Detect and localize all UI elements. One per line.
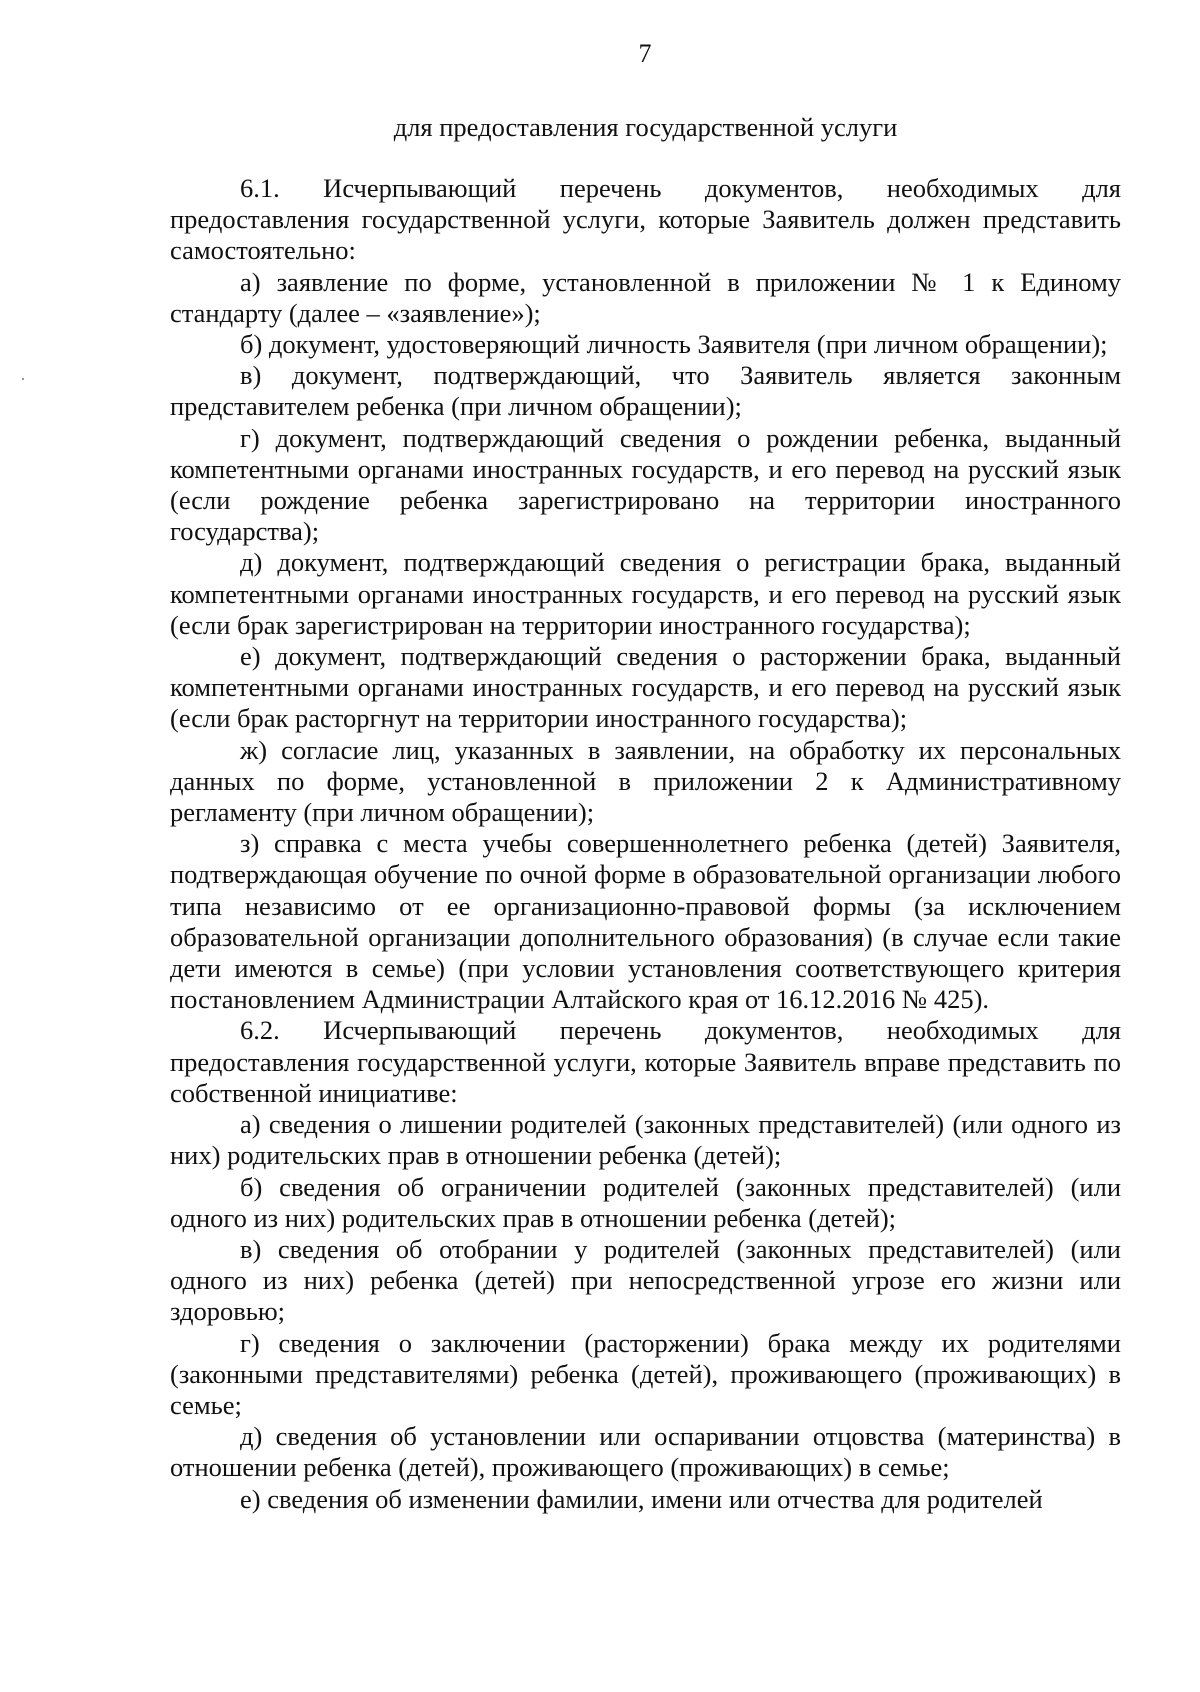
paragraph-6-2: 6.2. Исчерпывающий перечень документов, необходимых для предоставления государственной услуги, которые Заявитель вправе представить по собственной инициативе: [170, 1015, 1121, 1108]
list-item-6-1-g: г) документ, подтверждающий сведения о рождении ребенка, выданный компетентными органами иностранных государств, и его перевод на русский язык (если рождение ребенка зарегистрировано на территории иностранного государства); [170, 422, 1121, 547]
paragraph-6-1: 6.1. Исчерпывающий перечень документов, необходимых для предоставления государственной услуги, которые Заявитель должен представить самостоятельно: [170, 173, 1121, 266]
continued-heading-line: для предоставления государственной услуги [393, 112, 898, 142]
list-item-6-2-g: г) сведения о заключении (расторжении) брака между их родителями (законными представителями) ребенка (детей), проживающего (проживающих) в семье; [170, 1327, 1121, 1420]
document-body [170, 173, 1121, 1515]
list-item-6-2-v: в) сведения об отобрании у родителей (законных представителей) (или одного из них) ребенка (детей) при непосредственной угрозе его жизни или здоровью; [170, 1233, 1121, 1327]
list-item-6-1-b: б) документ, удостоверяющий личность Заявителя (при личном обращении); [240, 329, 1108, 360]
list-item-6-1-d: д) документ, подтверждающий сведения о регистрации брака, выданный компетентными органами иностранных государств, и его перевод на русский язык (если брак зарегистрирован на территории иностранного государства); [170, 547, 1121, 640]
list-item-6-1-a: а) заявление по форме, установленной в приложении № 1 к Единому стандарту (далее – «заявление»); [170, 266, 1121, 328]
list-item-6-1-zh: ж) согласие лиц, указанных в заявлении, на обработку их персональных данных по форме, установленной в приложении 2 к Административному регламенту (при личном обращении); [170, 734, 1121, 828]
page-number: 7 [638, 39, 652, 68]
list-item-6-1-e: е) документ, подтверждающий сведения о расторжении брака, выданный компетентными органами иностранных государств, и его перевод на русский язык (если брак расторгнут на территории иностранного государства); [170, 641, 1121, 734]
list-item-6-1-v: в) документ, подтверждающий, что Заявитель является законным представителем ребенка (при личном обращении); [170, 360, 1121, 422]
list-item-6-2-d: д) сведения об установлении или оспаривании отцовства (материнства) в отношении ребенка (детей), проживающего (проживающих) в семье; [170, 1421, 1121, 1483]
list-item-6-1-z: з) справка с места учебы совершеннолетнего ребенка (детей) Заявителя, подтверждающая обучение по очной форме в образовательной организации любого типа независимо от ее организационно-правовой формы (за исключением образовательной организации дополнительного образования) (в случае если такие дети имеются в семье) (при условии установления соответствующего критерия постановлением Администрации Алтайского края от 16.12.2016 № 425). [170, 828, 1121, 1015]
list-item-6-2-e: е) сведения об изменении фамилии, имени или отчества для родителей [240, 1483, 1043, 1514]
list-item-6-2-a: а) сведения о лишении родителей (законных представителей) (или одного из них) родительских прав в отношении ребенка (детей); [170, 1109, 1121, 1171]
scan-speck [22, 378, 24, 380]
list-item-6-2-b: б) сведения об ограничении родителей (законных представителей) (или одного из них) родительских прав в отношении ребенка (детей); [170, 1171, 1121, 1233]
